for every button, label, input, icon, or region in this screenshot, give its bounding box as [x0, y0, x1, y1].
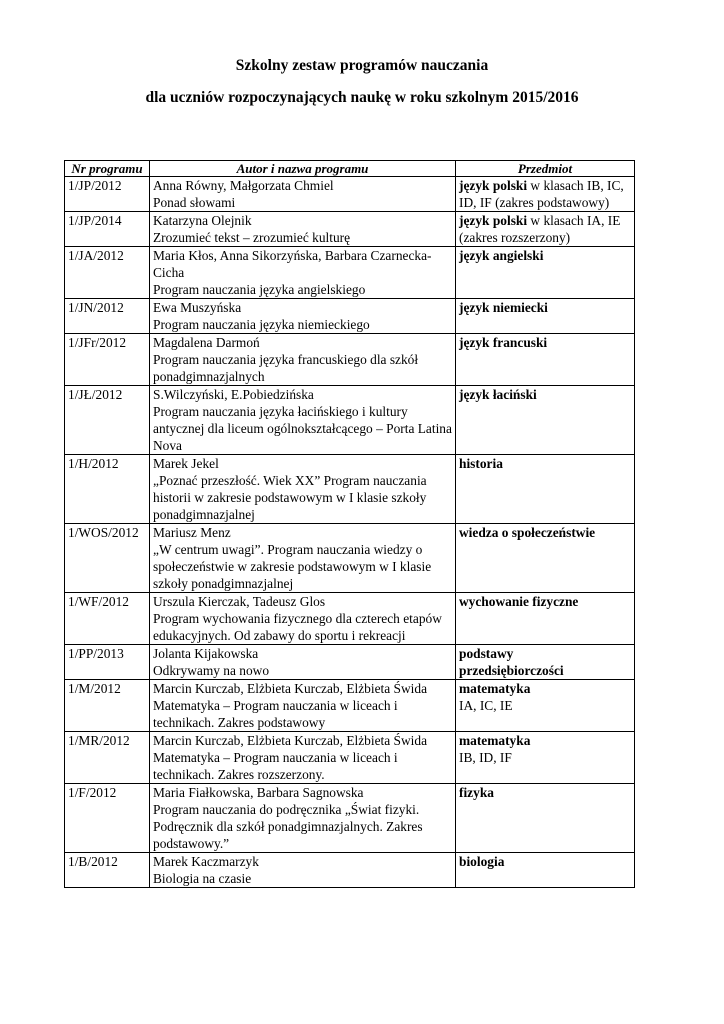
program-number-cell: 1/WF/2012 [65, 593, 150, 645]
author-names: Mariusz Menz [153, 525, 231, 540]
table-body [65, 177, 635, 888]
subject-name: matematyka [459, 733, 531, 748]
author-names: Marek Jekel [153, 456, 219, 471]
subject-name: biologia [459, 854, 505, 869]
subject-name: język łaciński [459, 387, 537, 402]
subject-name: język francuski [459, 335, 548, 350]
program-name: „W centrum uwagi”. Program nauczania wiedzy o społeczeństwie w zakresie podstawowym w I klasie szkoły ponadgimnazjalnej [153, 542, 432, 591]
subject-cell [456, 645, 635, 680]
program-number-cell: 1/JN/2012 [65, 299, 150, 334]
program-name: Biologia na czasie [153, 871, 252, 886]
subject-cell [456, 247, 635, 299]
subject-cell [456, 212, 635, 247]
document-subtitle: dla uczniów rozpoczynających naukę w roku szkolnym 2015/2016 [145, 89, 579, 106]
program-name: Matematyka – Program nauczania w liceach i technikach. Zakres podstawowy [153, 698, 398, 730]
author-program-cell [150, 299, 456, 334]
subject-name: wiedza o społeczeństwie [459, 525, 596, 540]
subject-name: wychowanie fizyczne [459, 594, 579, 609]
table-row [65, 455, 635, 524]
table-row [65, 299, 635, 334]
program-number-cell: 1/M/2012 [65, 680, 150, 732]
subject-name: fizyka [459, 785, 494, 800]
table-row [65, 593, 635, 645]
subject-cell [456, 524, 635, 593]
program-name: „Poznać przeszłość. Wiek XX” Program nauczania historii w zakresie podstawowym w I klasie szkoły ponadgimnazjalnej [153, 473, 427, 522]
subject-name: podstawy [459, 646, 514, 661]
author-program-cell [150, 593, 456, 645]
table-row [65, 680, 635, 732]
author-names: Marcin Kurczab, Elżbieta Kurczab, Elżbieta Świda [153, 733, 428, 748]
author-program-cell [150, 212, 456, 247]
author-names: Katarzyna Olejnik [153, 213, 252, 228]
subject-name: język polski [459, 178, 528, 193]
program-number-cell: 1/JŁ/2012 [65, 386, 150, 455]
program-number-cell: 1/WOS/2012 [65, 524, 150, 593]
table-row [65, 212, 635, 247]
program-name: Odkrywamy na nowo [153, 663, 270, 678]
subject-name: język angielski [459, 248, 544, 263]
header-author-program: Autor i nazwa programu [150, 161, 456, 177]
program-number-cell: 1/JP/2014 [65, 212, 150, 247]
author-names: Magdalena Darmoń [153, 335, 260, 350]
table-row [65, 645, 635, 680]
program-number-cell: 1/PP/2013 [65, 645, 150, 680]
program-number-cell: 1/JA/2012 [65, 247, 150, 299]
subject-cell [456, 299, 635, 334]
author-names: Urszula Kierczak, Tadeusz Glos [153, 594, 326, 609]
program-number-cell: 1/H/2012 [65, 455, 150, 524]
author-program-cell [150, 247, 456, 299]
author-program-cell [150, 386, 456, 455]
programs-table [64, 160, 635, 888]
subject-cell [456, 680, 635, 732]
program-name: Program nauczania języka angielskiego [153, 282, 366, 297]
program-name: Program nauczania języka francuskiego dla szkół ponadgimnazjalnych [153, 352, 419, 384]
table-row [65, 524, 635, 593]
program-number-cell: 1/MR/2012 [65, 732, 150, 784]
program-number-cell: 1/B/2012 [65, 853, 150, 888]
table-row [65, 853, 635, 888]
author-program-cell [150, 784, 456, 853]
subject-cell [456, 853, 635, 888]
author-program-cell [150, 334, 456, 386]
author-names: S.Wilczyński, E.Pobiedzińska [153, 387, 314, 402]
program-name: Program nauczania języka łacińskiego i kultury antycznej dla liceum ogólnokształcącego – Porta Latina Nova [153, 404, 452, 453]
document-title: Szkolny zestaw programów nauczania [235, 57, 489, 74]
subject-name: matematyka [459, 681, 531, 696]
subject-cell [456, 455, 635, 524]
subject-name: język polski [459, 213, 528, 228]
table-row [65, 177, 635, 212]
subject-cell [456, 386, 635, 455]
subject-name: język niemiecki [459, 300, 548, 315]
program-name: Zrozumieć tekst – zrozumieć kulturę [153, 230, 351, 245]
author-program-cell [150, 645, 456, 680]
author-names: Jolanta Kijakowska [153, 646, 259, 661]
program-number-cell: 1/JP/2012 [65, 177, 150, 212]
author-names: Ewa Muszyńska [153, 300, 242, 315]
table-row [65, 732, 635, 784]
table-header-row [65, 161, 635, 177]
author-names: Maria Kłos, Anna Sikorzyńska, Barbara Czarnecka-Cicha [153, 248, 432, 280]
author-names: Marek Kaczmarzyk [153, 854, 259, 869]
program-number-cell: 1/F/2012 [65, 784, 150, 853]
subject-name: przedsiębiorczości [459, 663, 564, 678]
subject-name: historia [459, 456, 503, 471]
subject-classes: IA, IC, IE [459, 698, 513, 713]
table-row [65, 784, 635, 853]
author-program-cell [150, 177, 456, 212]
program-name: Program nauczania do podręcznika „Świat fizyki. Podręcznik dla szkół ponadgimnazjalnych. Zakres podstawowy.” [153, 802, 423, 851]
author-program-cell [150, 732, 456, 784]
subject-cell [456, 177, 635, 212]
subject-cell [456, 593, 635, 645]
author-names: Maria Fiałkowska, Barbara Sagnowska [153, 785, 364, 800]
subject-classes: IB, ID, IF [459, 750, 512, 765]
author-program-cell [150, 524, 456, 593]
table-row [65, 247, 635, 299]
subject-classes: w klasach IB, IC, ID, IF (zakres podstawowy) [459, 178, 624, 210]
table-row [65, 334, 635, 386]
program-name: Program nauczania języka niemieckiego [153, 317, 370, 332]
subject-cell [456, 732, 635, 784]
author-program-cell [150, 853, 456, 888]
subject-cell [456, 334, 635, 386]
header-program-number: Nr programu [65, 161, 150, 177]
header-subject: Przedmiot [456, 161, 635, 177]
program-name: Program wychowania fizycznego dla czterech etapów edukacyjnych. Od zabawy do sportu i rekreacji [153, 611, 442, 643]
program-number-cell: 1/JFr/2012 [65, 334, 150, 386]
author-names: Anna Równy, Małgorzata Chmiel [153, 178, 334, 193]
subject-classes: w klasach IA, IE (zakres rozszerzony) [459, 213, 621, 245]
author-names: Marcin Kurczab, Elżbieta Kurczab, Elżbieta Świda [153, 681, 428, 696]
author-program-cell [150, 455, 456, 524]
subject-cell [456, 784, 635, 853]
table-row [65, 386, 635, 455]
program-name: Matematyka – Program nauczania w liceach i technikach. Zakres rozszerzony. [153, 750, 398, 782]
author-program-cell [150, 680, 456, 732]
program-name: Ponad słowami [153, 195, 236, 210]
